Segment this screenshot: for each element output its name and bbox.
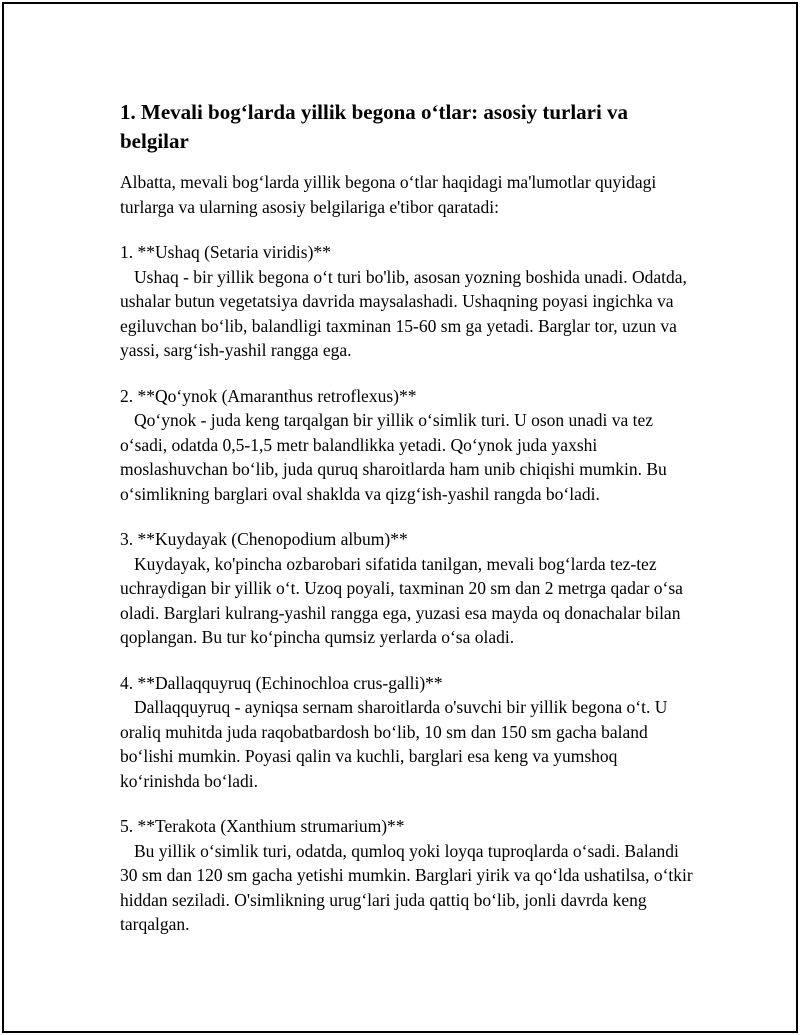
weed-item-3	[120, 527, 700, 650]
weed-item-description: Dallaqquyruq - ayniqsa sernam sharoitlarda o'suvchi bir yillik begona o‘t. U oraliq muhitda juda raqobatbardosh bo‘lib, 10 sm dan 150 sm gacha baland bo‘lishi mumkin. Poyasi qalin va kuchli, barglari esa keng va yumshoq ko‘rinishda bo‘ladi.	[120, 697, 668, 791]
document-title: 1. Mevali bog‘larda yillik begona o‘tlar: asosiy turlari va belgilar	[120, 100, 629, 153]
weed-item-heading: 3. **Kuydayak (Chenopodium album)**	[120, 529, 408, 549]
weed-item-description: Ushaq - bir yillik begona o‘t turi bo'lib, asosan yozning boshida unadi. Odatda, ushalar butun vegetatsiya davrida maysalashadi. Ushaqning poyasi ingichka va egiluvchan bo‘lib, balandligi taxminan 15-60 sm ga yetadi. Barglar tor, uzun va yassi, sarg‘ish-yashil rangga ega.	[120, 266, 687, 360]
weed-item-1	[120, 240, 700, 363]
weed-item-2	[120, 384, 700, 507]
weed-item-description: Kuydayak, ko'pincha ozbarobari sifatida tanilgan, mevali bog‘larda tez-tez uchraydigan bir yillik o‘t. Uzoq poyali, taxminan 20 sm dan 2 metrga qadar o‘sa oladi. Barglari kulrang-yashil rangga ega, yuzasi esa mayda oq donachalar bilan qoplangan. Bu tur ko‘pincha qumsiz yerlarda o‘sa oladi.	[120, 553, 683, 647]
weed-item-heading: 4. **Dallaqquyruq (Echinochloa crus-galli)**	[120, 672, 443, 693]
weed-item-description: Qo‘ynok - juda keng tarqalgan bir yillik o‘simlik turi. U oson unadi va tez o‘sadi, odatda 0,5-1,5 metr balandlikka yetadi. Qo‘ynok juda yaxshi moslashuvchan bo‘lib, juda quruq sharoitlarda ham unib chiqishi mumkin. Bu o‘simlikning barglari oval shaklda va qizg‘ish-yashil rangda bo‘ladi.	[120, 410, 667, 504]
weed-item-heading: 1. **Ushaq (Setaria viridis)**	[120, 242, 331, 262]
weed-item-heading: 5. **Terakota (Xanthium strumarium)**	[120, 816, 405, 836]
weed-item-4	[120, 671, 700, 794]
document-content	[120, 98, 700, 958]
weed-item-heading: 2. **Qo‘ynok (Amaranthus retroflexus)**	[120, 385, 417, 406]
weed-item-description: Bu yillik o‘simlik turi, odatda, qumloq yoki loyqa tuproqlarda o‘sadi. Balandi 30 sm dan 120 sm gacha yetishi mumkin. Barglari yirik va qo‘lda ushatilsa, o‘tkir hiddan seziladi. O'simlikning urug‘lari juda qattiq bo‘lib, jonli davrda keng tarqalgan.	[120, 840, 693, 934]
intro-paragraph: Albatta, mevali bog‘larda yillik begona o‘tlar haqidagi ma'lumotlar quyidagi turlarga va ularning asosiy belgilariga e'tibor qaratadi:	[120, 172, 657, 217]
weed-item-5	[120, 814, 700, 937]
document-page	[2, 2, 798, 1033]
